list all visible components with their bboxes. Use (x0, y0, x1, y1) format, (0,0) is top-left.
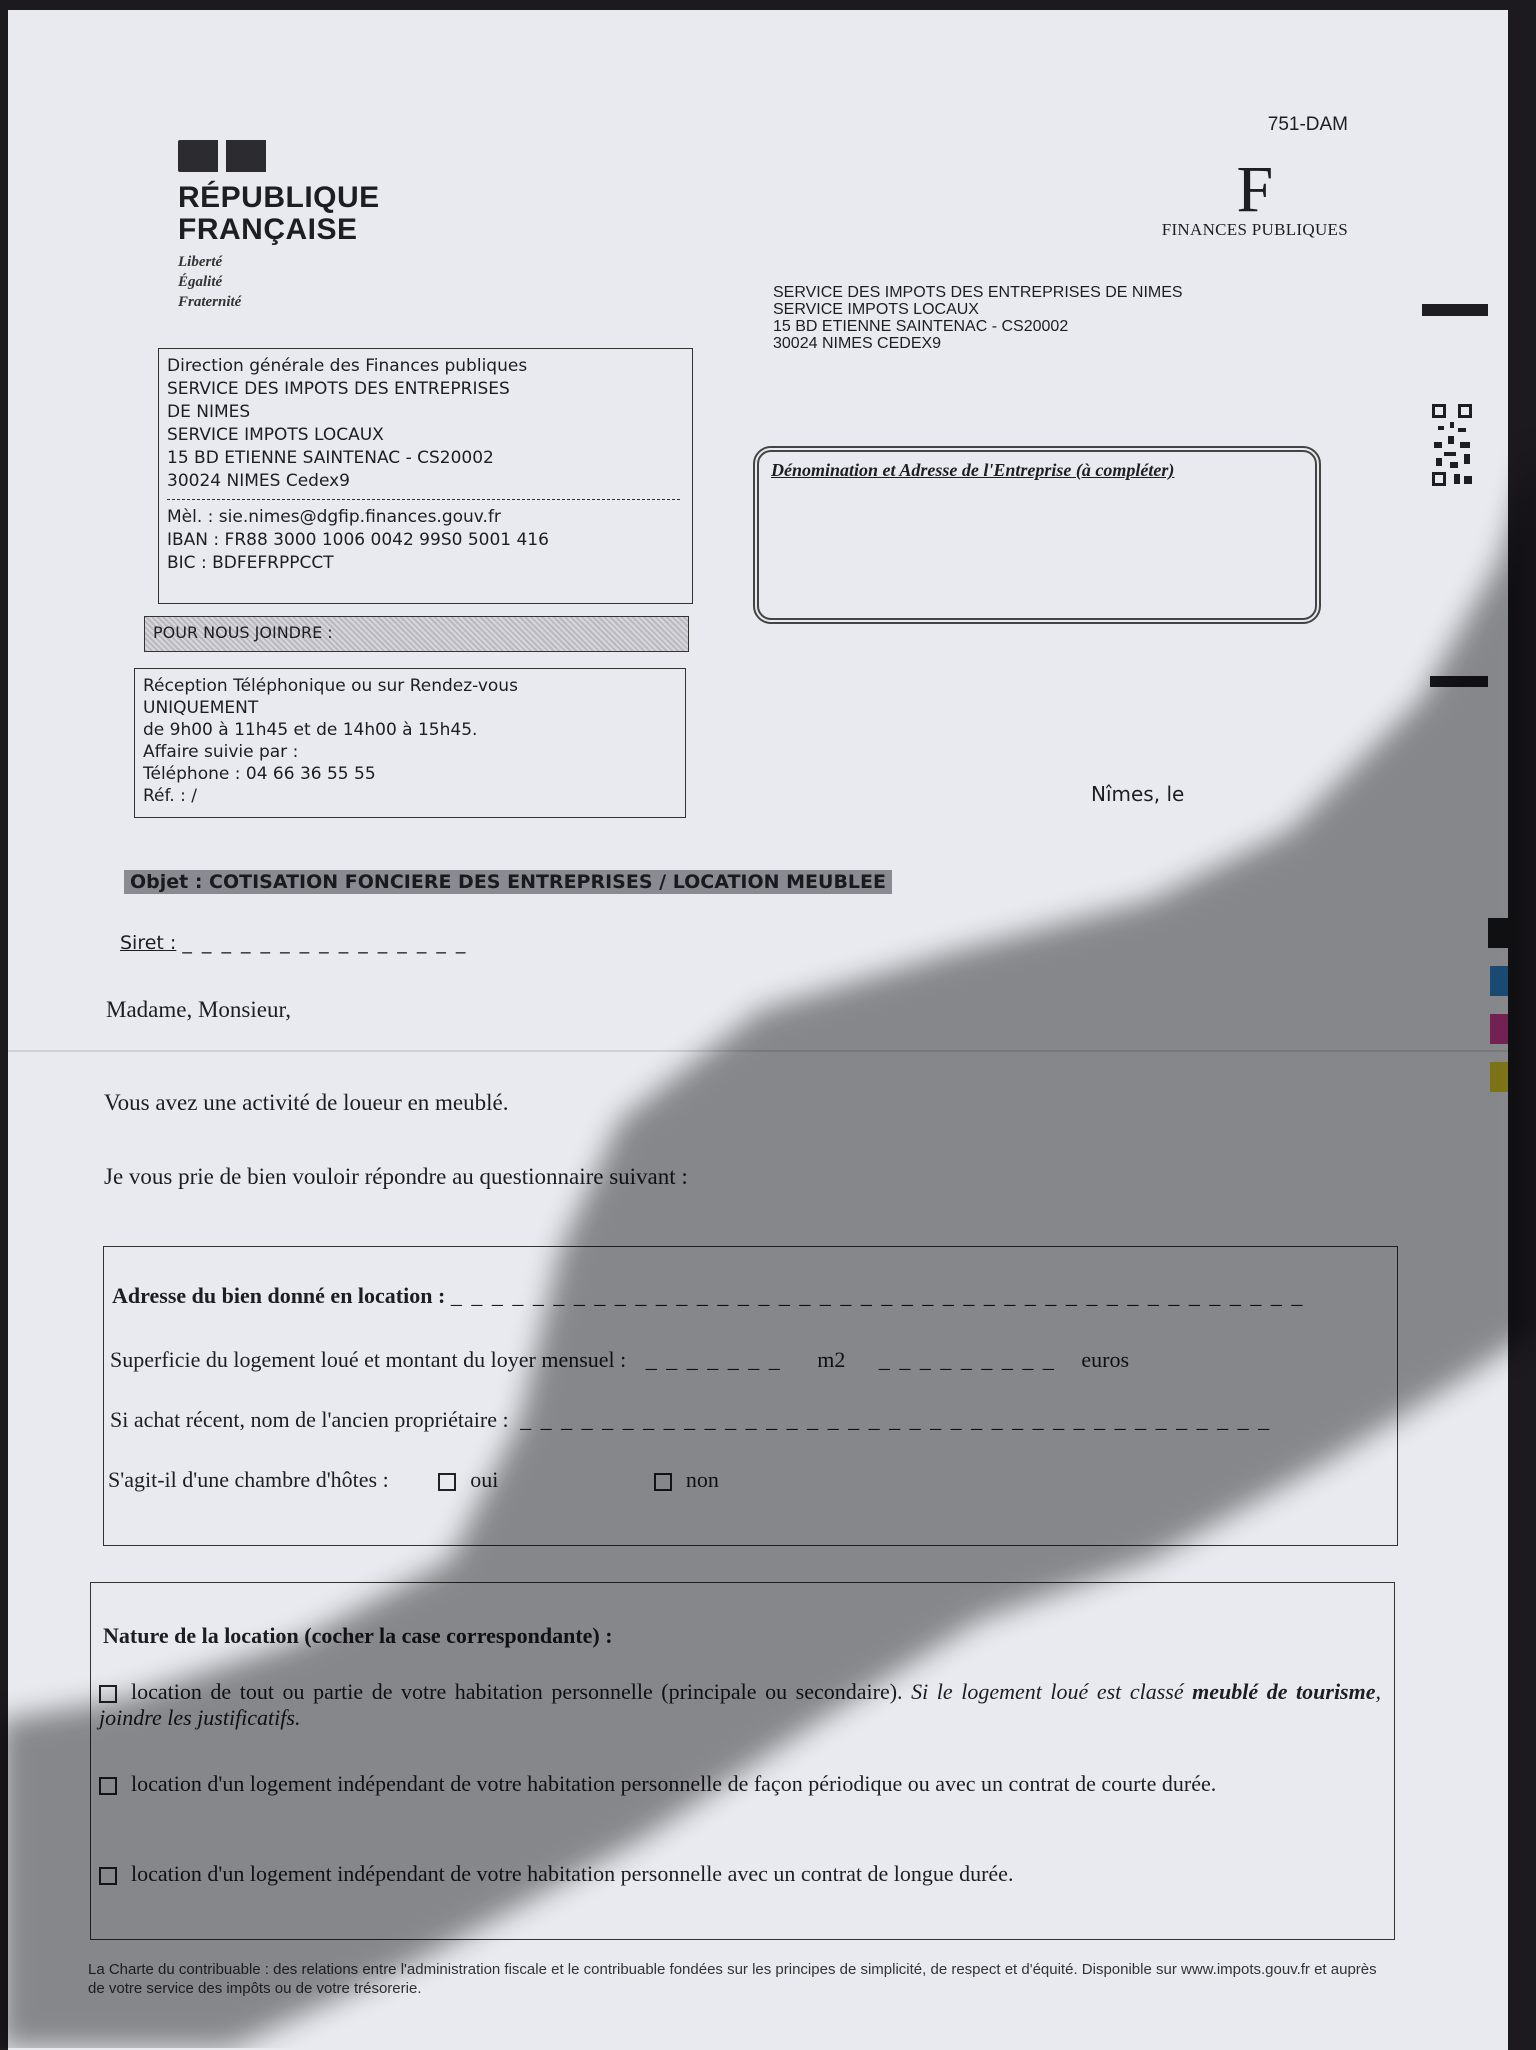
oui-option[interactable]: oui (438, 1467, 504, 1492)
rent-blank: _ _ _ _ _ _ _ _ _ (878, 1347, 1056, 1372)
questionnaire-box (103, 1246, 1398, 1546)
fp-label: FINANCES PUBLIQUES (1161, 220, 1348, 239)
date-line: Nîmes, le (1091, 782, 1185, 806)
rf-name-line1: RÉPUBLIQUE (178, 181, 380, 214)
divider (167, 499, 680, 500)
chambre-label: S'agit-il d'une chambre d'hôtes : (108, 1467, 389, 1492)
owner-blank: _ _ _ _ _ _ _ _ _ _ _ _ _ _ _ _ _ _ _ _ _ _ _ _ _ _ _ _ _ _ _ _ _ _ _ _ _ (520, 1407, 1272, 1432)
surface-label: Superficie du logement loué et montant du loyer mensuel : (110, 1347, 627, 1372)
checkbox-icon[interactable] (438, 1473, 456, 1491)
sender-bic: BIC : BDFEFRPPCCT (167, 553, 334, 573)
pour-nous-joindre-header: POUR NOUS JOINDRE : (144, 616, 689, 652)
finances-publiques-logo (1161, 153, 1348, 240)
rent-unit: euros (1081, 1347, 1130, 1372)
letter-page (8, 10, 1508, 2050)
denomination-label: Dénomination et Adresse de l'Entreprise (à compléter) (771, 460, 1175, 480)
siret-field[interactable] (120, 932, 467, 954)
nature-option-2[interactable]: location d'un logement indépendant de votre habitation personnelle de façon périodique ou avec un contrat de courte durée. (99, 1771, 1381, 1797)
contact-box: Réception Téléphonique ou sur Rendez-vous UNIQUEMENT de 9h00 à 11h45 et de 14h00 à 15h45. Affaire suivie par : Téléphone : 04 66 36 55 55 Réf. : / (134, 668, 686, 818)
sender-box: Direction générale des Finances publiques SERVICE DES IMPOTS DES ENTREPRISES DE NIMES SERVICE IMPOTS LOCAUX 15 BD ETIENNE SAINTENAC - CS20002 30024 NIMES Cedex9 Mèl. : sie.nimes@dgfip.finances.gouv.fr IBAN : FR88 3000 1006 0042 99S0 5001 416 BIC : BDFEFRPPCCT (158, 348, 693, 604)
sender-email: Mèl. : sie.nimes@dgfip.finances.gouv.fr (167, 507, 501, 527)
nature-title: Nature de la location (cocher la case correspondante) : (103, 1623, 613, 1648)
address-blank: _ _ _ _ _ _ _ _ _ _ _ _ _ _ _ _ _ _ _ _ _ _ _ _ _ _ _ _ _ _ _ _ _ _ _ _ _ _ _ _ _ _ (450, 1283, 1305, 1308)
non-option[interactable]: non (654, 1467, 719, 1492)
address-label: Adresse du bien donné en location : (112, 1283, 446, 1308)
checkbox-icon[interactable] (654, 1473, 672, 1491)
rf-name-line2: FRANÇAISE (178, 213, 358, 246)
surface-unit: m2 (817, 1347, 846, 1372)
surface-rent-field[interactable] (110, 1347, 1129, 1373)
paragraph-activity: Vous avez une activité de loueur en meublé. (104, 1090, 509, 1115)
nature-location-box (90, 1582, 1395, 1940)
republique-francaise-logo (178, 140, 380, 312)
previous-owner-field[interactable] (110, 1407, 1271, 1433)
sender-iban: IBAN : FR88 3000 1006 0042 99S0 5001 416 (167, 530, 549, 550)
checkbox-icon[interactable] (99, 1685, 117, 1703)
marianne-flag-icon (178, 140, 266, 172)
siret-blank: _ _ _ _ _ _ _ _ _ _ _ _ _ _ _ (182, 932, 468, 954)
fp-letter-icon: F (1236, 153, 1274, 226)
checkbox-icon[interactable] (99, 1777, 117, 1795)
paragraph-questionnaire: Je vous prie de bien vouloir répondre au questionnaire suivant : (104, 1164, 688, 1189)
salutation: Madame, Monsieur, (106, 997, 291, 1022)
surface-blank: _ _ _ _ _ _ _ (645, 1347, 782, 1372)
color-mark-yellow (1490, 1062, 1508, 1092)
registration-mark (1422, 304, 1488, 316)
qr-code-icon (1430, 402, 1474, 490)
registration-mark (1430, 676, 1488, 687)
subject-line: Objet : COTISATION FONCIERE DES ENTREPRISES / LOCATION MEUBLEE (124, 870, 892, 894)
document-code: 751-DAM (1267, 114, 1348, 135)
paper-fold (8, 1050, 1508, 1052)
nature-option-1[interactable]: location de tout ou partie de votre habitation personnelle (principale ou secondaire). Si le logement loué est classé meublé de tourisme, joindre les justificatifs. (99, 1679, 1381, 1730)
recipient-address: SERVICE DES IMPOTS DES ENTREPRISES DE NIMES SERVICE IMPOTS LOCAUX 15 BD ETIENNE SAINTENAC - CS20002 30024 NIMES CEDEX9 (773, 284, 1183, 352)
owner-label: Si achat récent, nom de l'ancien propriétaire : (110, 1407, 509, 1432)
chambre-hotes-row (108, 1467, 719, 1493)
registration-mark (1488, 918, 1508, 948)
taxpayer-charter-footer: La Charte du contribuable : des relations entre l'administration fiscale et le contribuable fondées sur les principes de simplicité, de respect et d'équité. Disponible sur www.impots.gouv.fr et auprès de votre service des impôts ou de votre trésorerie. (88, 1961, 1377, 1997)
address-field[interactable] (112, 1283, 1304, 1309)
siret-label: Siret : (120, 932, 177, 954)
color-mark-cyan (1490, 966, 1508, 996)
checkbox-icon[interactable] (99, 1867, 117, 1885)
company-name-address-field[interactable] (753, 446, 1321, 624)
rf-motto: Liberté Égalité Fraternité (178, 254, 242, 310)
nature-option-3[interactable]: location d'un logement indépendant de votre habitation personnelle avec un contrat de longue durée. (99, 1861, 1381, 1887)
color-mark-magenta (1490, 1014, 1508, 1044)
